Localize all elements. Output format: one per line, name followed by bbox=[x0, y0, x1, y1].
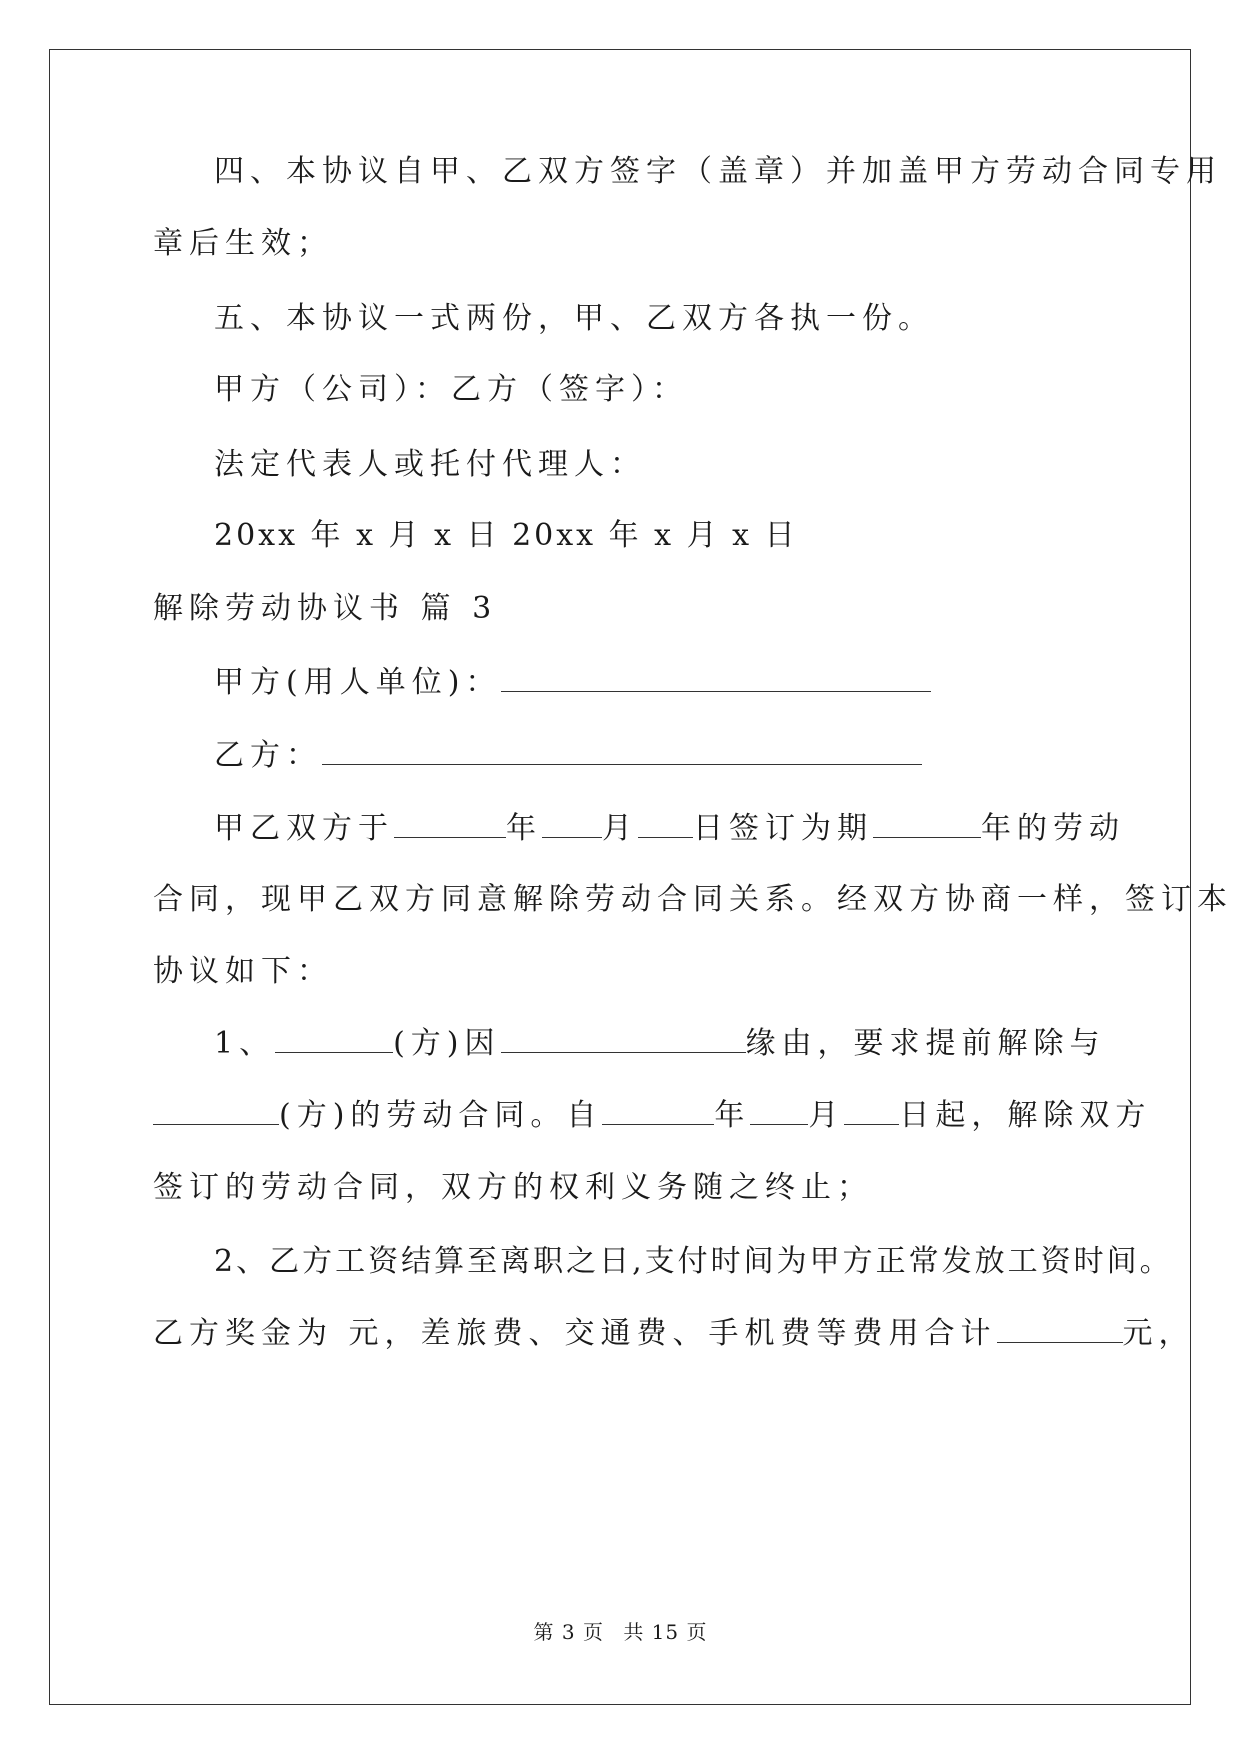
month-blank bbox=[542, 811, 602, 838]
party-b-label: 乙方： bbox=[214, 738, 322, 773]
intro-para-line-1 bbox=[214, 811, 1125, 847]
item-1-text-e: 年 bbox=[714, 1098, 751, 1133]
legal-representative: 法定代表人或托付代理人： bbox=[214, 447, 646, 482]
end-year-blank bbox=[602, 1098, 714, 1125]
party-a-line bbox=[214, 665, 931, 701]
item-1-text-c: 缘由，要求提前解除与 bbox=[745, 1026, 1106, 1061]
intro-text-c: 月 bbox=[602, 811, 638, 846]
item-2-text-a: 乙方奖金为 元，差旅费、交通费、手机费等费用合计 bbox=[153, 1316, 997, 1351]
party-a-blank bbox=[501, 665, 931, 692]
day-blank bbox=[638, 811, 693, 838]
page-footer bbox=[0, 1616, 1241, 1645]
signature-dates: 20xx 年 x 月 x 日 20xx 年 x 月 x 日 bbox=[214, 518, 798, 553]
item-1-line-3: 签订的劳动合同，双方的权利义务随之终止； bbox=[153, 1170, 873, 1205]
item-1-line-2 bbox=[153, 1098, 1151, 1134]
reason-blank bbox=[501, 1026, 746, 1053]
intro-para-line-3: 协议如下： bbox=[153, 954, 333, 989]
item-1-text-f: 月 bbox=[808, 1098, 845, 1133]
section-heading: 解除劳动协议书 篇 3 bbox=[153, 591, 498, 626]
page-number: 第 3 页 bbox=[533, 1620, 604, 1644]
item-2-line-2 bbox=[153, 1316, 1195, 1352]
party-blank-1 bbox=[275, 1026, 393, 1053]
clause-5: 五、本协议一式两份，甲、乙双方各执一份。 bbox=[214, 301, 934, 336]
party-b-blank bbox=[322, 738, 922, 765]
intro-text-a: 甲乙双方于 bbox=[214, 811, 394, 846]
party-b-line bbox=[214, 738, 922, 774]
item-1-number: 1、 bbox=[214, 1026, 276, 1061]
intro-text-d: 日签订为期 bbox=[693, 811, 873, 846]
year-blank bbox=[394, 811, 506, 838]
page-border bbox=[49, 49, 1191, 1705]
party-blank-2 bbox=[153, 1098, 279, 1125]
party-signatures: 甲方（公司）：乙方（签字）： bbox=[214, 372, 688, 407]
end-day-blank bbox=[844, 1098, 899, 1125]
expense-total-blank bbox=[997, 1316, 1123, 1343]
page-total: 共 15 页 bbox=[623, 1620, 708, 1644]
item-1-text-g: 日起，解除双方 bbox=[899, 1098, 1152, 1133]
term-blank bbox=[873, 811, 981, 838]
clause-4-line-1: 四、本协议自甲、乙双方签字（盖章）并加盖甲方劳动合同专用 bbox=[214, 154, 1222, 189]
clause-4-line-2: 章后生效； bbox=[153, 226, 333, 261]
item-1-text-d: (方)的劳动合同。自 bbox=[279, 1098, 603, 1133]
intro-text-e: 年的劳动 bbox=[981, 811, 1125, 846]
item-1-text-b: (方)因 bbox=[393, 1026, 501, 1061]
intro-para-line-2: 合同，现甲乙双方同意解除劳动合同关系。经双方协商一样，签订本 bbox=[153, 882, 1233, 917]
item-1-line-1 bbox=[214, 1026, 1106, 1062]
party-a-label: 甲方(用人单位)： bbox=[214, 665, 502, 700]
end-month-blank bbox=[750, 1098, 808, 1125]
intro-text-b: 年 bbox=[506, 811, 542, 846]
item-2-line-1: 2、乙方工资结算至离职之日,支付时间为甲方正常发放工资时间。 bbox=[214, 1244, 1173, 1279]
item-2-text-b: 元， bbox=[1122, 1316, 1195, 1351]
